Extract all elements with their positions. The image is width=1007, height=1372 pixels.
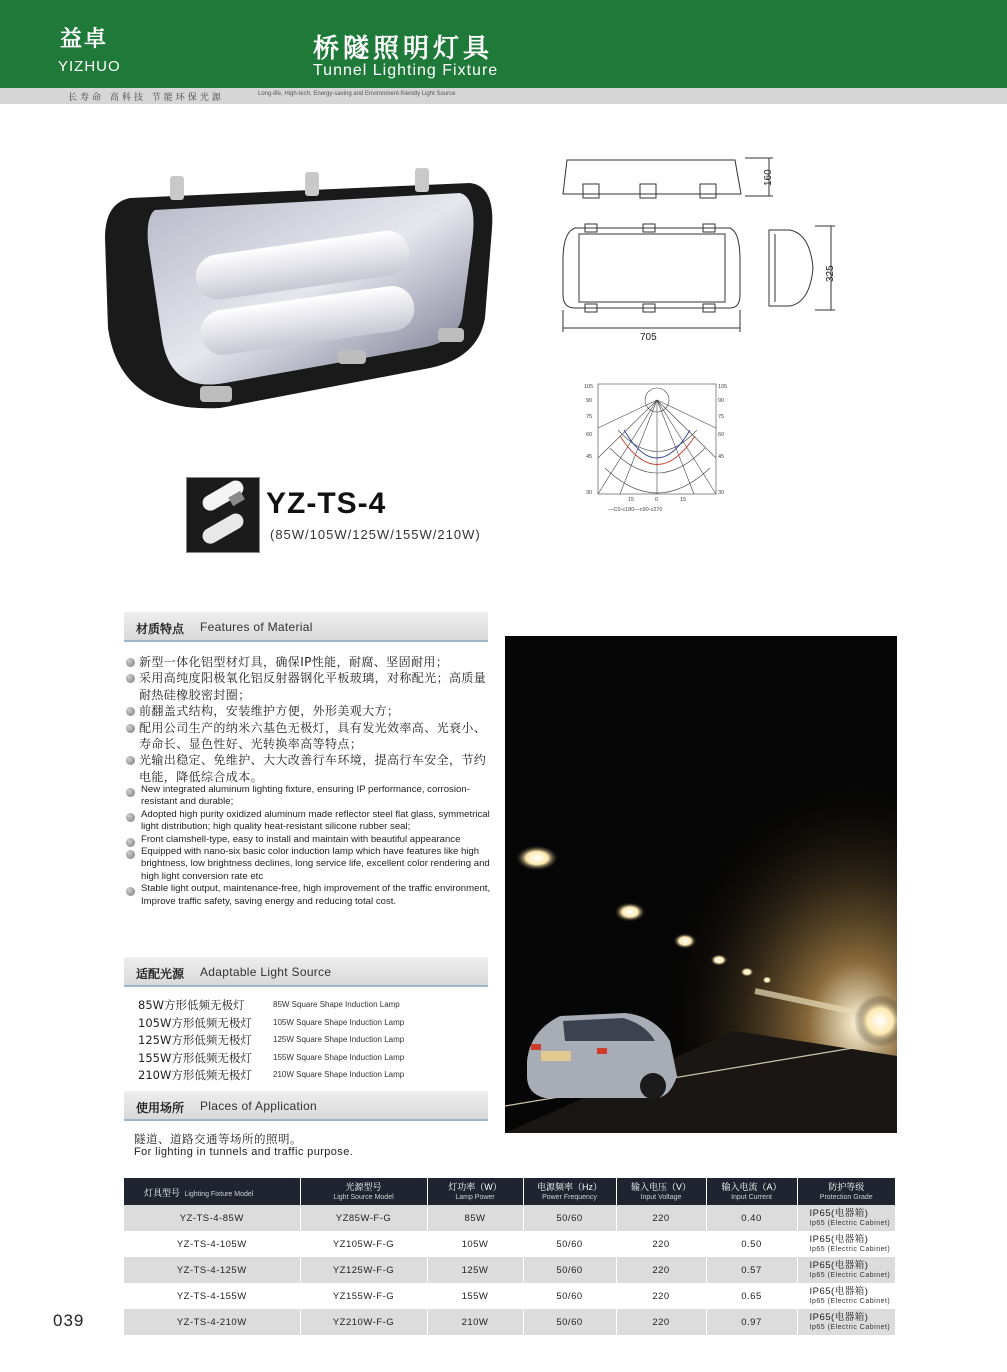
protection-grade-cn: IP65(电器箱): [809, 1208, 869, 1219]
cell-lamp-power: 85W: [427, 1205, 523, 1231]
light-source-en: 155W Square Shape Induction Lamp: [273, 1052, 405, 1062]
section-title-en: Features of Material: [200, 620, 313, 634]
cell-frequency: 50/60: [523, 1205, 616, 1231]
feature-item-cn: 前翻盖式结构，安装维护方便，外形美观大方；: [125, 703, 493, 719]
feature-item-en: Equipped with nano-six basic color induction lamp which have features like high brightness, low brightness declines, long service life, excellent color rendering and high light conversion rate etc: [125, 846, 493, 883]
cell-protection-grade: [797, 1205, 895, 1231]
page-title-en: Tunnel Lighting Fixture: [313, 62, 499, 79]
feature-item-cn: 配用公司生产的纳米六基色无极灯，具有发光效率高、光衰小、寿命长、显色性好、光转换率高等特点；: [125, 720, 493, 753]
table-row: [124, 1283, 895, 1309]
protection-grade-cn: IP65(电器箱): [809, 1312, 869, 1323]
protection-grade-cn: IP65(电器箱): [809, 1286, 869, 1297]
polar-right-tick: 90: [718, 398, 725, 404]
protection-grade-cn: IP65(电器箱): [809, 1260, 869, 1271]
application-text-en: For lighting in tunnels and traffic purpose.: [134, 1146, 354, 1158]
cell-source-model: YZ155W-F-G: [300, 1283, 427, 1309]
table-header-cell: [797, 1178, 895, 1205]
header-cn: 输入电流（A）: [721, 1181, 782, 1192]
cell-current: 0.97: [706, 1309, 797, 1335]
table-header-cell: [124, 1178, 300, 1205]
section-header-application: [124, 1091, 488, 1121]
cell-current: 0.57: [706, 1257, 797, 1283]
features-list-en: [125, 784, 493, 908]
slogan-cn: 长寿命 高科技 节能环保光源: [68, 93, 224, 103]
protection-grade-en: Ip65 (Electric Cabinet): [809, 1298, 891, 1305]
cell-fixture-model: YZ-TS-4-85W: [124, 1205, 300, 1231]
table-header-row: [124, 1178, 895, 1205]
table-row: [124, 1205, 895, 1231]
section-title-cn: 材质特点: [136, 622, 185, 636]
polar-bottom-tick: 0: [655, 497, 659, 503]
table-row: [124, 1309, 895, 1335]
feature-item-en: Stable light output, maintenance-free, high improvement of the traffic environment, Improve traffic safety, saving energy and reducing total cost.: [125, 883, 493, 908]
polar-right-tick: 30: [718, 490, 725, 496]
cell-lamp-power: 155W: [427, 1283, 523, 1309]
light-source-en: 125W Square Shape Induction Lamp: [273, 1035, 405, 1045]
polar-left-tick: 105: [584, 384, 594, 390]
page-number: 039: [53, 1311, 85, 1330]
cell-fixture-model: YZ-TS-4-210W: [124, 1309, 300, 1335]
dimension-drawing: [545, 150, 845, 350]
section-header-material: [124, 612, 488, 642]
header-en: Lamp Power: [455, 1193, 495, 1201]
polar-right-tick: 60: [718, 432, 725, 438]
cell-frequency: 50/60: [523, 1309, 616, 1335]
header-cn: 电源频率（Hz）: [537, 1181, 602, 1192]
light-source-en: 85W Square Shape Induction Lamp: [273, 1000, 400, 1009]
table-header-cell: [300, 1178, 427, 1205]
specifications-table: [124, 1178, 895, 1335]
table-row: [124, 1257, 895, 1283]
header-cn: 灯具型号: [144, 1187, 181, 1198]
header-cn: 输入电压（V）: [630, 1181, 691, 1192]
tunnel-photo: [505, 636, 897, 1133]
table-header-cell: [616, 1178, 706, 1205]
cell-source-model: YZ85W-F-G: [300, 1205, 427, 1231]
table-header-cell: [706, 1178, 797, 1205]
feature-item-cn: 新型一体化铝型材灯具，确保IP性能，耐腐、坚固耐用；: [125, 654, 493, 670]
brand-name-en: YIZHUO: [58, 58, 121, 75]
light-source-cn: 125W方形低频无极灯: [138, 1033, 252, 1048]
product-photo: [100, 168, 500, 413]
header-en: Protection Grade: [819, 1193, 873, 1201]
cell-lamp-power: 125W: [427, 1257, 523, 1283]
slogan-bar: [0, 88, 1007, 104]
cell-protection-grade: [797, 1257, 895, 1283]
feature-item-cn: 采用高纯度阳极氧化铝反射器钢化平板玻璃，对称配光；高质量耐热硅橡胶密封圈；: [125, 670, 493, 703]
cell-voltage: 220: [616, 1309, 706, 1335]
polar-left-tick: 90: [586, 398, 593, 404]
polar-bottom-tick: 15: [680, 497, 687, 503]
polar-left-tick: 75: [586, 414, 593, 420]
light-source-en: 210W Square Shape Induction Lamp: [273, 1070, 405, 1080]
brand-name-cn: 益卓: [60, 27, 109, 52]
section-header-light-source: [124, 957, 488, 987]
cell-current: 0.65: [706, 1283, 797, 1309]
feature-item-en: Front clamshell-type, easy to install and maintain with beautiful appearance: [125, 834, 493, 846]
section-title-cn: 使用场所: [136, 1101, 185, 1115]
table-header-cell: [427, 1178, 523, 1205]
cell-protection-grade: [797, 1231, 895, 1257]
cell-fixture-model: YZ-TS-4-155W: [124, 1283, 300, 1309]
cell-voltage: 220: [616, 1231, 706, 1257]
cell-voltage: 220: [616, 1257, 706, 1283]
polar-legend: —C0-c180—c90-c270: [608, 507, 663, 513]
dimension-height-label: 160: [763, 169, 774, 186]
section-title-en: Places of Application: [200, 1099, 318, 1113]
feature-item-en: Adopted high purity oxidized aluminum made reflector steel flat glass, symmetrical light distribution; high quality heat-resistant silicone rubber seal;: [125, 809, 493, 834]
polar-right-tick: 75: [718, 414, 725, 420]
dimension-width-label: 705: [640, 332, 657, 343]
header-en: Power Frequency: [542, 1193, 597, 1201]
header-en: Light Source Model: [333, 1193, 394, 1201]
features-list-cn: [125, 654, 493, 785]
polar-left-tick: 30: [586, 490, 593, 496]
protection-grade-en: Ip65 (Electric Cabinet): [809, 1246, 891, 1253]
polar-right-tick: 105: [718, 384, 728, 390]
induction-lamp-thumbnail: [186, 477, 260, 553]
polar-left-tick: 60: [586, 432, 593, 438]
light-source-cn: 210W方形低频无极灯: [138, 1068, 252, 1083]
feature-item-en: New integrated aluminum lighting fixture, ensuring IP performance, corrosion-resistant and durable;: [125, 784, 493, 809]
header-cn: 光源型号: [345, 1181, 382, 1192]
header-cn: 防护等级: [828, 1181, 865, 1192]
model-name: YZ-TS-4: [266, 487, 387, 520]
protection-grade-cn: IP65(电器箱): [809, 1234, 869, 1245]
cell-source-model: YZ210W-F-G: [300, 1309, 427, 1335]
cell-lamp-power: 105W: [427, 1231, 523, 1257]
dimension-depth-label: 325: [825, 265, 836, 282]
header-en: Lighting Fixture Model: [184, 1190, 254, 1198]
light-source-cn: 85W方形低频无极灯: [138, 998, 245, 1012]
protection-grade-en: Ip65 (Electric Cabinet): [809, 1272, 891, 1279]
cell-voltage: 220: [616, 1283, 706, 1309]
protection-grade-en: Ip65 (Electric Cabinet): [809, 1220, 891, 1227]
light-source-cn: 155W方形低频无极灯: [138, 1050, 252, 1065]
polar-bottom-tick: 15: [628, 497, 635, 503]
polar-left-tick: 45: [586, 454, 593, 460]
header-en: Input Voltage: [640, 1193, 682, 1201]
table-row: [124, 1231, 895, 1257]
cell-fixture-model: YZ-TS-4-105W: [124, 1231, 300, 1257]
page-title-cn: 桥隧照明灯具: [313, 34, 494, 64]
light-source-en: 105W Square Shape Induction Lamp: [273, 1017, 405, 1027]
polar-right-tick: 45: [718, 454, 725, 460]
feature-item-cn: 光输出稳定、免维护、大大改善行车环境，提高行车安全，节约电能，降低综合成本。: [125, 752, 493, 785]
page-header: [0, 0, 1007, 88]
cell-protection-grade: [797, 1309, 895, 1335]
cell-source-model: YZ125W-F-G: [300, 1257, 427, 1283]
section-title-en: Adaptable Light Source: [200, 965, 332, 979]
cell-protection-grade: [797, 1283, 895, 1309]
light-source-cn: 105W方形低频无极灯: [138, 1015, 252, 1030]
header-cn: 灯功率（W）: [448, 1181, 502, 1192]
cell-fixture-model: YZ-TS-4-125W: [124, 1257, 300, 1283]
cell-frequency: 50/60: [523, 1283, 616, 1309]
light-distribution-diagram: [580, 378, 740, 518]
protection-grade-en: Ip65 (Electric Cabinet): [809, 1324, 891, 1331]
application-text-cn: 隧道、道路交通等场所的照明。: [134, 1132, 302, 1146]
slogan-en: Long-life, High-tech, Energy-saving and Environment-friendly Light Source: [258, 91, 456, 97]
cell-source-model: YZ105W-F-G: [300, 1231, 427, 1257]
cell-lamp-power: 210W: [427, 1309, 523, 1335]
header-en: Input Current: [731, 1193, 772, 1201]
cell-frequency: 50/60: [523, 1231, 616, 1257]
cell-current: 0.40: [706, 1205, 797, 1231]
cell-voltage: 220: [616, 1205, 706, 1231]
cell-frequency: 50/60: [523, 1257, 616, 1283]
model-power-options: (85W/105W/125W/155W/210W): [270, 527, 481, 542]
cell-current: 0.50: [706, 1231, 797, 1257]
section-title-cn: 适配光源: [136, 967, 185, 981]
table-header-cell: [523, 1178, 616, 1205]
